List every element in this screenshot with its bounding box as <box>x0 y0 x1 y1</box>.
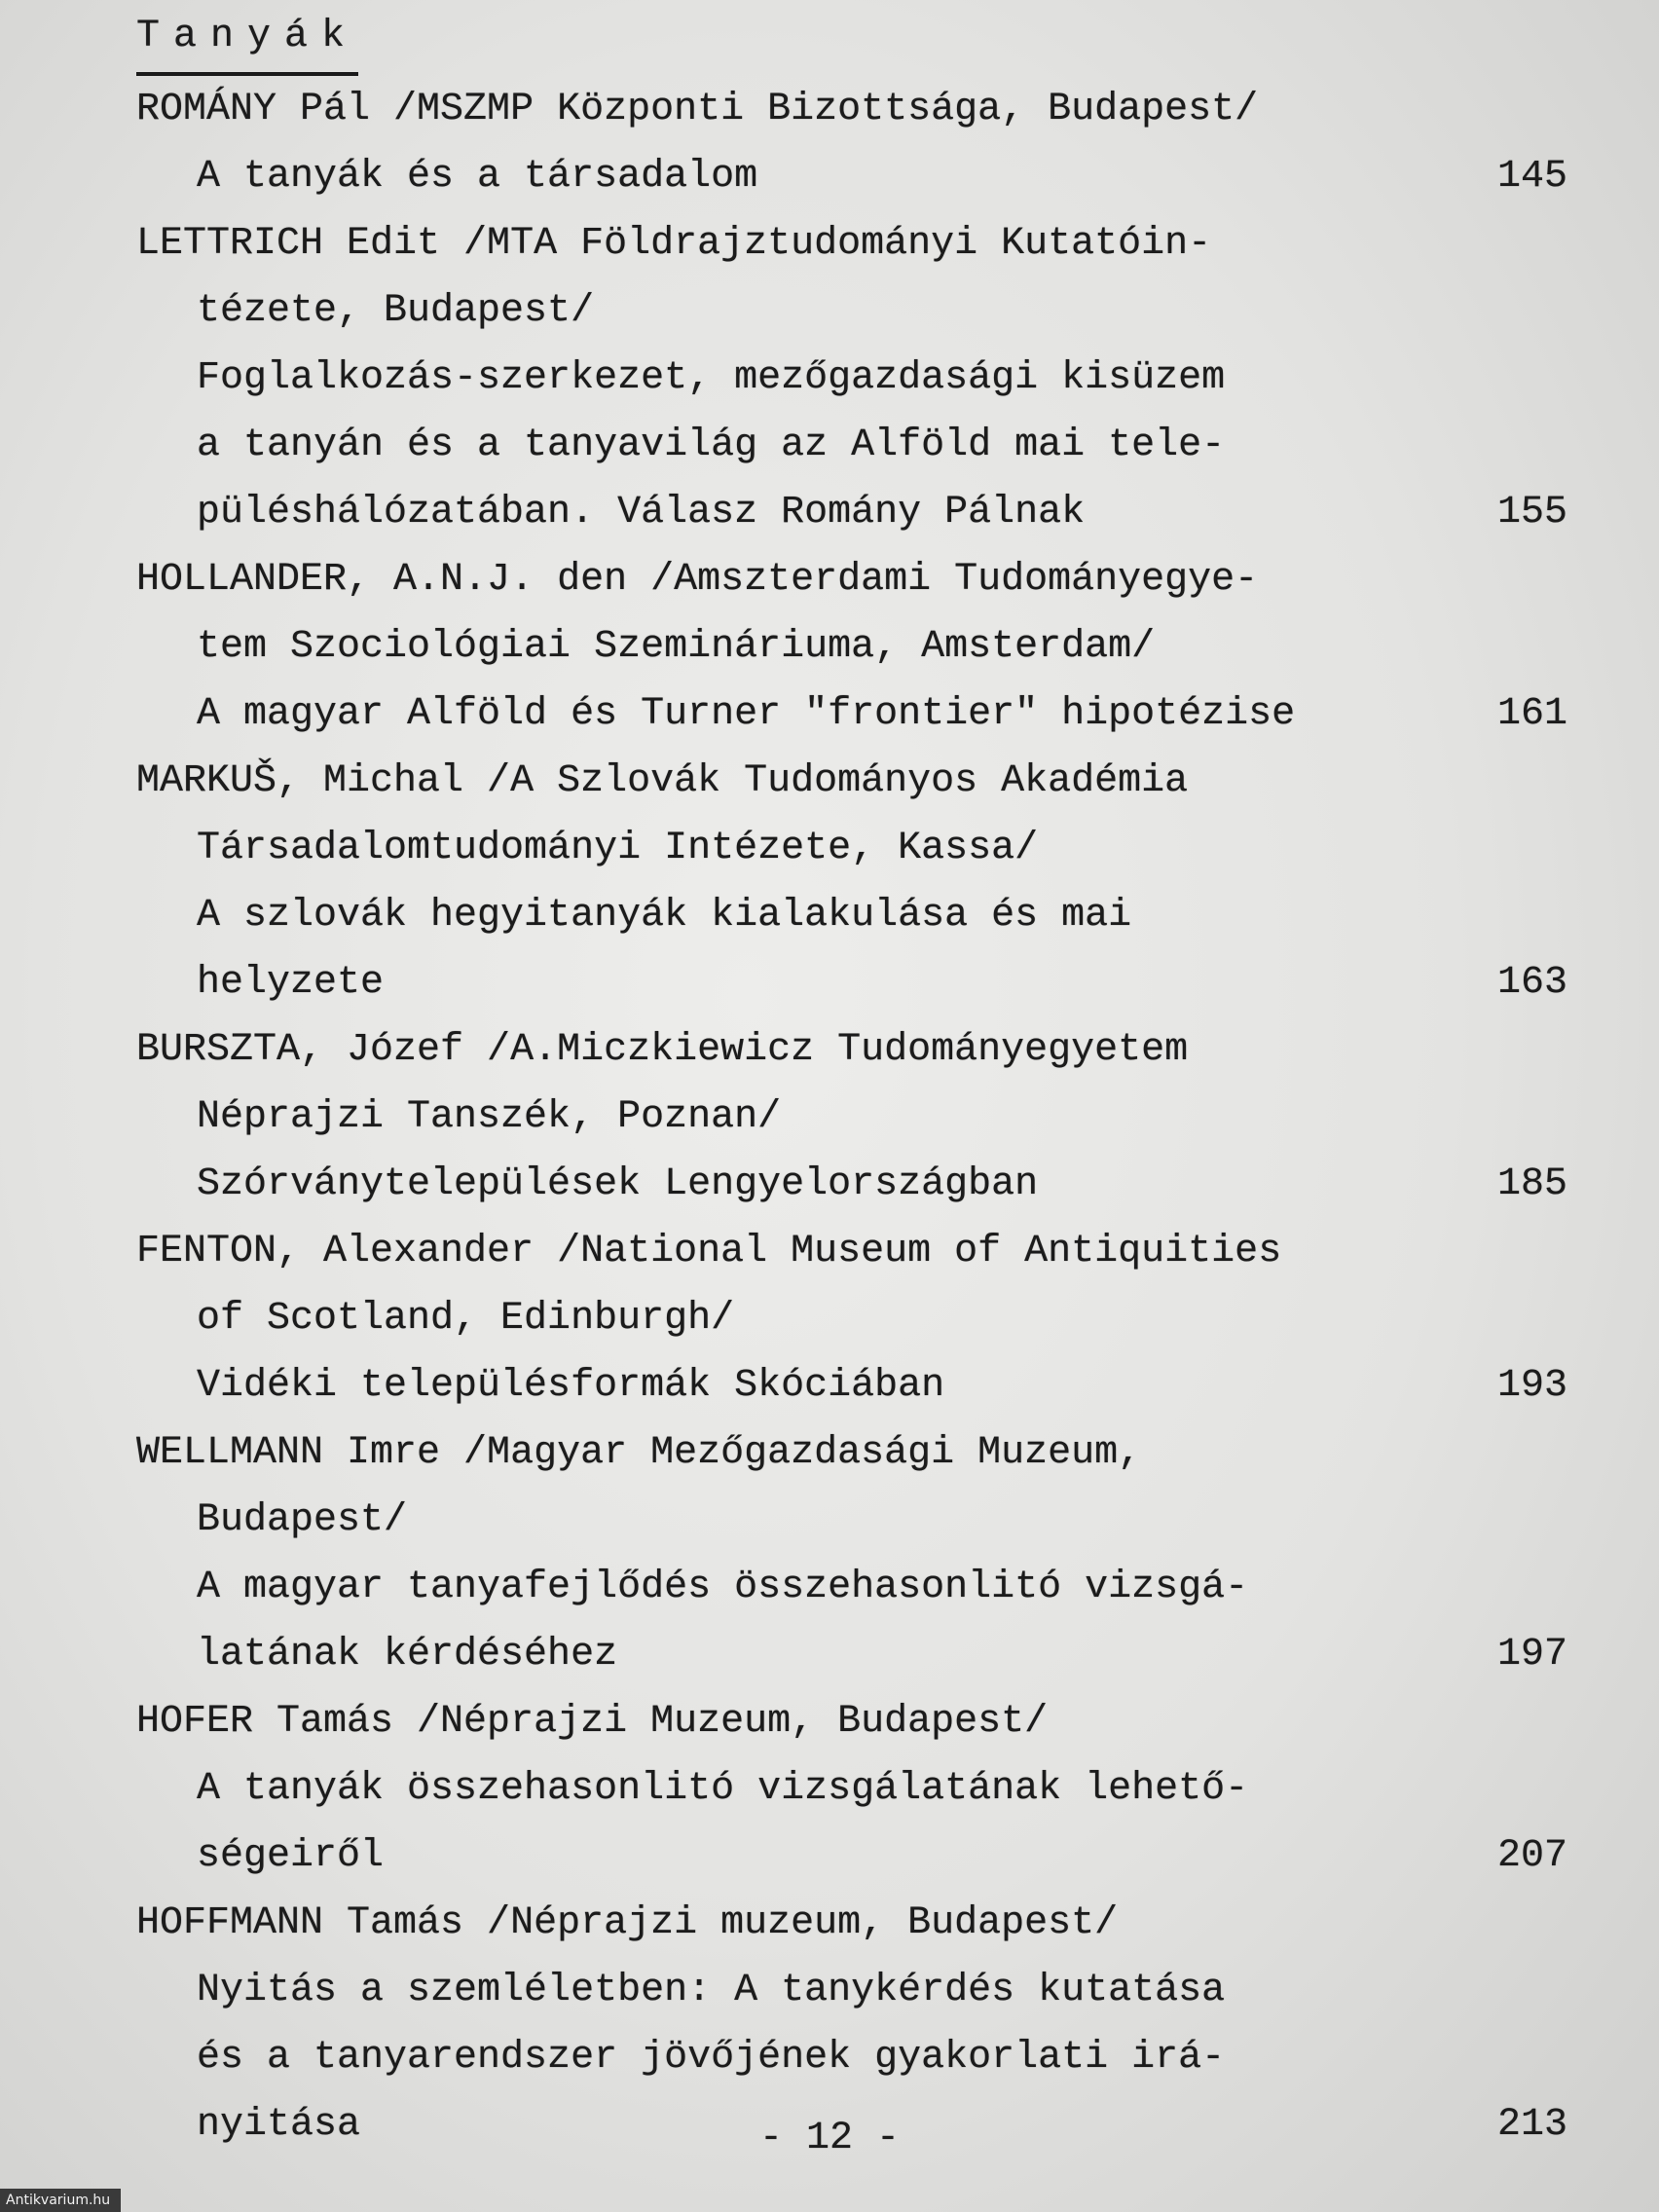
entry-title-text: A tanyák összehasonlitó vizsgálatának lehető- <box>197 1767 1249 1811</box>
entry-author: HOFER Tamás /Néprajzi Muzeum, Budapest/ <box>136 1700 1049 1744</box>
entry-affiliation: of Scotland, Edinburgh/ <box>197 1297 735 1341</box>
toc-entry <box>136 748 1577 1016</box>
entry-page-number: 213 <box>1496 2103 1567 2147</box>
entry-author: MARKUŠ, Michal /A Szlovák Tudományos Akadémia <box>136 759 1189 803</box>
entry-title-text: és a tanyarendszer jövőjének gyakorlati irá- <box>197 2036 1226 2080</box>
entry-list <box>136 76 1577 2158</box>
entry-author: HOFFMANN Tamás /Néprajzi muzeum, Budapest/ <box>136 1901 1119 1945</box>
entry-title-line <box>136 1554 1577 1621</box>
entry-title-line <box>136 479 1577 546</box>
page-number: - 12 - <box>758 2117 901 2160</box>
toc-entry <box>136 1016 1577 1218</box>
entry-title-line <box>136 1823 1577 1890</box>
entry-title-text: ségeiről <box>197 1834 385 1878</box>
entry-title-text: Nyitás a szemléletben: A tanykérdés kutatása <box>197 1969 1226 2012</box>
entry-title-line <box>136 1352 1577 1419</box>
entry-title-line <box>136 345 1577 412</box>
entry-title-line <box>136 1621 1577 1688</box>
entry-title-line <box>136 2024 1577 2091</box>
entry-page-number: 161 <box>1496 692 1567 736</box>
entry-affiliation: Néprajzi Tanszék, Poznan/ <box>197 1095 782 1139</box>
entry-affiliation: tem Szociológiai Szemináriuma, Amsterdam/ <box>197 625 1156 669</box>
entry-page-number: 193 <box>1496 1364 1567 1408</box>
entry-title-line <box>136 1755 1577 1823</box>
toc-entry <box>136 1419 1577 1688</box>
entry-title-text: püléshálózatában. Válasz Romány Pálnak <box>197 491 1086 535</box>
entry-author: FENTON, Alexander /National Museum of Antiquities <box>136 1230 1282 1273</box>
entry-page-number: 207 <box>1496 1834 1567 1878</box>
entry-affiliation: tézete, Budapest/ <box>197 289 595 333</box>
section-heading-text: Tanyák <box>136 3 358 76</box>
toc-entry <box>136 1688 1577 1890</box>
entry-affiliation: Társadalomtudományi Intézete, Kassa/ <box>197 827 1039 870</box>
table-of-contents <box>136 15 1577 2158</box>
entry-title-text: latának kérdéséhez <box>197 1633 618 1677</box>
toc-entry <box>136 210 1577 546</box>
entry-title-text: a tanyán és a tanyavilág az Alföld mai tele- <box>197 424 1226 467</box>
entry-title-line <box>136 412 1577 479</box>
entry-page-number: 163 <box>1496 961 1567 1005</box>
entry-page-number: 145 <box>1496 155 1567 199</box>
watermark: Antikvarium.hu <box>0 2189 121 2212</box>
section-heading <box>136 15 1577 76</box>
entry-title-text: Vidéki településformák Skóciában <box>197 1364 945 1408</box>
entry-title-text: A magyar Alföld és Turner "frontier" hipotézise <box>197 692 1296 736</box>
entry-title-text: Foglalkozás-szerkezet, mezőgazdasági kisüzem <box>197 356 1226 400</box>
toc-entry <box>136 1218 1577 1419</box>
toc-entry <box>136 76 1577 210</box>
entry-page-number: 185 <box>1496 1162 1567 1206</box>
entry-title-text: Szórványtelepülések Lengyelországban <box>197 1162 1039 1206</box>
entry-title-line <box>136 949 1577 1016</box>
toc-entry <box>136 546 1577 748</box>
entry-title-text: A magyar tanyafejlődés összehasonlitó vizsgá- <box>197 1566 1249 1609</box>
entry-author: HOLLANDER, A.N.J. den /Amszterdami Tudományegye- <box>136 558 1259 602</box>
entry-title-line <box>136 681 1577 748</box>
entry-title-line <box>136 882 1577 949</box>
entry-title-text: helyzete <box>197 961 385 1005</box>
entry-title-line <box>136 1957 1577 2024</box>
entry-affiliation: Budapest/ <box>197 1498 408 1542</box>
entry-page-number: 155 <box>1496 491 1567 535</box>
entry-title-text: A szlovák hegyitanyák kialakulása és mai <box>197 894 1132 938</box>
entry-title-text: nyitása <box>197 2103 361 2147</box>
entry-author: BURSZTA, Józef /A.Miczkiewicz Tudományegyetem <box>136 1028 1189 1072</box>
entry-author: LETTRICH Edit /MTA Földrajztudományi Kutatóin- <box>136 222 1212 266</box>
entry-author: WELLMANN Imre /Magyar Mezőgazdasági Muzeum, <box>136 1431 1142 1475</box>
entry-page-number: 197 <box>1496 1633 1567 1677</box>
entry-title-text: A tanyák és a társadalom <box>197 155 758 199</box>
entry-title-line <box>136 1151 1577 1218</box>
entry-title-line <box>136 143 1577 210</box>
entry-author: ROMÁNY Pál /MSZMP Központi Bizottsága, Budapest/ <box>136 88 1259 131</box>
